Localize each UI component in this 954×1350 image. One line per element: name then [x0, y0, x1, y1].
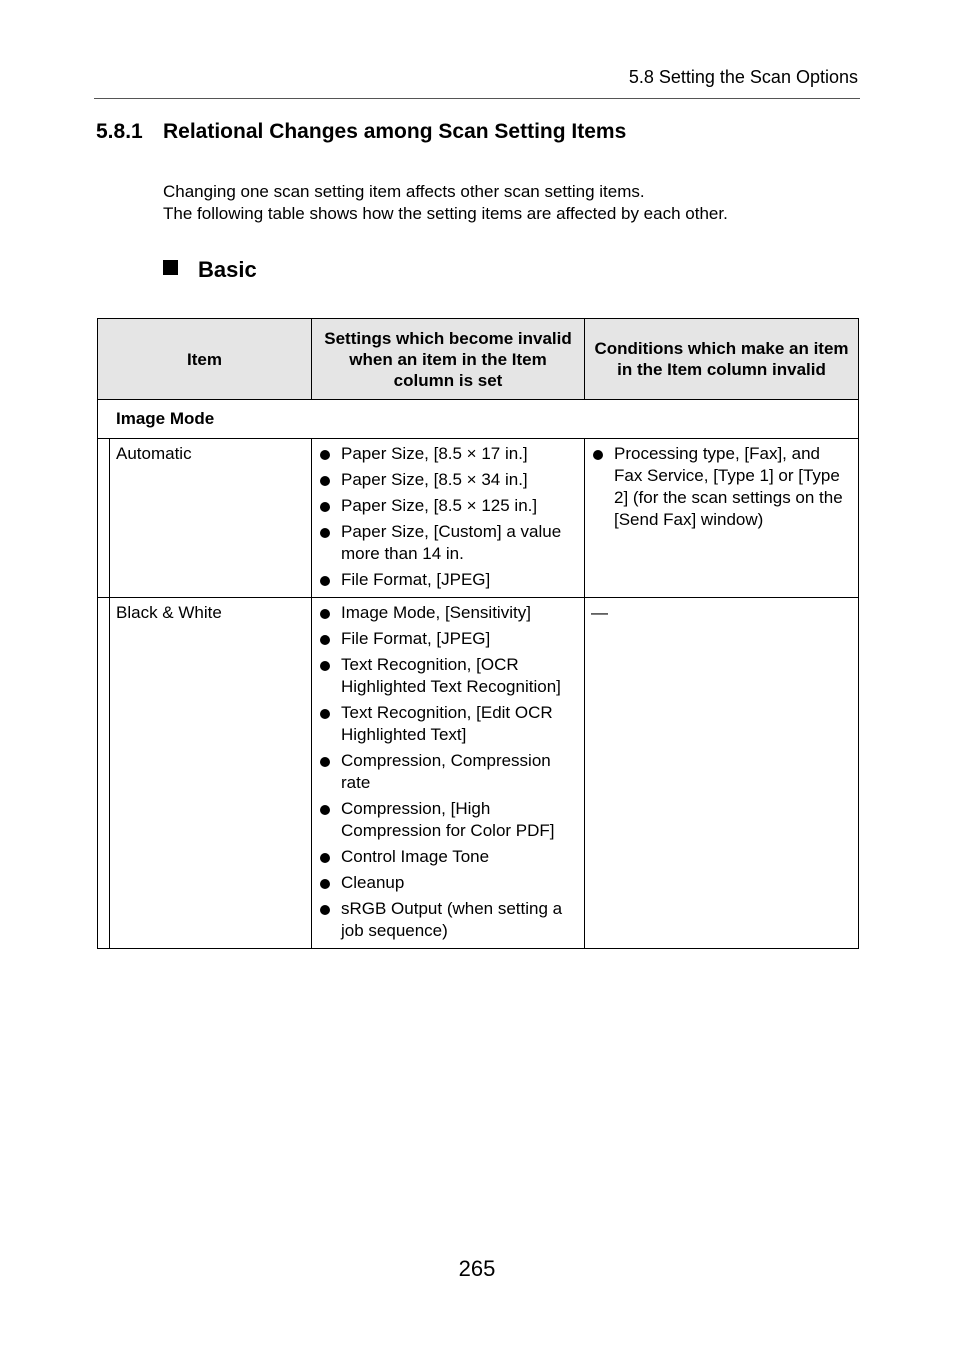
- invalid-settings-cell: [312, 598, 585, 949]
- list-item-text: sRGB Output (when setting a job sequence): [341, 899, 563, 940]
- bullet-icon: [320, 609, 330, 619]
- list-item: [318, 750, 578, 794]
- list-item: [318, 569, 578, 591]
- none-dash: —: [591, 603, 608, 622]
- list-item-text: Text Recognition, [OCR Highlighted Text Recognition]: [341, 655, 561, 696]
- bullet-list: [591, 443, 852, 531]
- page-number: 265: [458, 1256, 496, 1281]
- list-item-text: Compression, [High Compression for Color PDF]: [341, 799, 555, 840]
- bullet-icon: [320, 661, 330, 671]
- running-header: 5.8 Setting the Scan Options: [628, 67, 858, 87]
- header-rule: [94, 98, 860, 99]
- list-item: [318, 654, 578, 698]
- list-item-text: File Format, [JPEG]: [341, 570, 491, 589]
- list-item: [318, 872, 578, 894]
- list-item-text: Paper Size, [Custom] a value more than 14 in.: [341, 522, 562, 563]
- list-item: [318, 898, 578, 942]
- table-row: [98, 598, 859, 949]
- list-item-text: Paper Size, [8.5 × 34 in.]: [341, 470, 528, 489]
- header-invalid-settings: Settings which become invalid when an item in the Item column is set: [312, 319, 585, 400]
- bullet-icon: [320, 528, 330, 538]
- list-item-text: File Format, [JPEG]: [341, 629, 491, 648]
- bullet-icon: [320, 905, 330, 915]
- intro-line-1: Changing one scan setting item affects other scan setting items.: [163, 182, 645, 201]
- list-item: [591, 443, 852, 531]
- header-conditions: Conditions which make an item in the Item column invalid: [585, 319, 859, 400]
- subheading: [163, 257, 257, 283]
- bullet-icon: [320, 757, 330, 767]
- conditions-cell: [585, 598, 859, 949]
- square-bullet-icon: [163, 260, 178, 275]
- list-item: [318, 702, 578, 746]
- bullet-icon: [320, 879, 330, 889]
- list-item-text: Image Mode, [Sensitivity]: [341, 603, 531, 622]
- table-row: [98, 439, 859, 598]
- header-item: Item: [98, 319, 312, 400]
- list-item: [318, 469, 578, 491]
- indent-gutter: [98, 598, 110, 949]
- intro-line-2: The following table shows how the setting items are affected by each other.: [163, 204, 728, 223]
- bullet-icon: [320, 502, 330, 512]
- bullet-icon: [320, 635, 330, 645]
- conditions-cell: [585, 439, 859, 598]
- list-item: [318, 628, 578, 650]
- group-row: [98, 400, 859, 439]
- bullet-icon: [320, 476, 330, 486]
- list-item-text: Processing type, [Fax], and Fax Service, [Type 1] or [Type 2] (for the scan settings on the [Send Fax] window): [614, 444, 843, 529]
- bullet-icon: [320, 853, 330, 863]
- section-title-text: Relational Changes among Scan Setting Items: [163, 120, 627, 143]
- list-item-text: Cleanup: [341, 873, 405, 892]
- list-item-text: Compression, Compression rate: [341, 751, 551, 792]
- list-item: [318, 846, 578, 868]
- bullet-list: [318, 443, 578, 591]
- invalid-settings-cell: [312, 439, 585, 598]
- list-item-text: Paper Size, [8.5 × 17 in.]: [341, 444, 528, 463]
- indent-gutter: [98, 439, 110, 598]
- list-item-text: Text Recognition, [Edit OCR Highlighted Text]: [341, 703, 553, 744]
- bullet-icon: [593, 450, 603, 460]
- list-item: [318, 602, 578, 624]
- subheading-text: Basic: [198, 257, 257, 282]
- list-item: [318, 521, 578, 565]
- section-title: [96, 119, 626, 145]
- bullet-icon: [320, 709, 330, 719]
- list-item-text: Paper Size, [8.5 × 125 in.]: [341, 496, 538, 515]
- settings-table: [97, 318, 859, 949]
- group-label: Image Mode: [98, 400, 859, 439]
- intro-text: [163, 181, 728, 225]
- item-cell: Automatic: [110, 439, 312, 598]
- bullet-icon: [320, 450, 330, 460]
- bullet-list: [318, 602, 578, 942]
- list-item: [318, 443, 578, 465]
- bullet-icon: [320, 576, 330, 586]
- list-item-text: Control Image Tone: [341, 847, 490, 866]
- section-number: 5.8.1: [96, 120, 143, 143]
- list-item: [318, 495, 578, 517]
- item-cell: Black & White: [110, 598, 312, 949]
- bullet-icon: [320, 805, 330, 815]
- table-header-row: [98, 319, 859, 400]
- list-item: [318, 798, 578, 842]
